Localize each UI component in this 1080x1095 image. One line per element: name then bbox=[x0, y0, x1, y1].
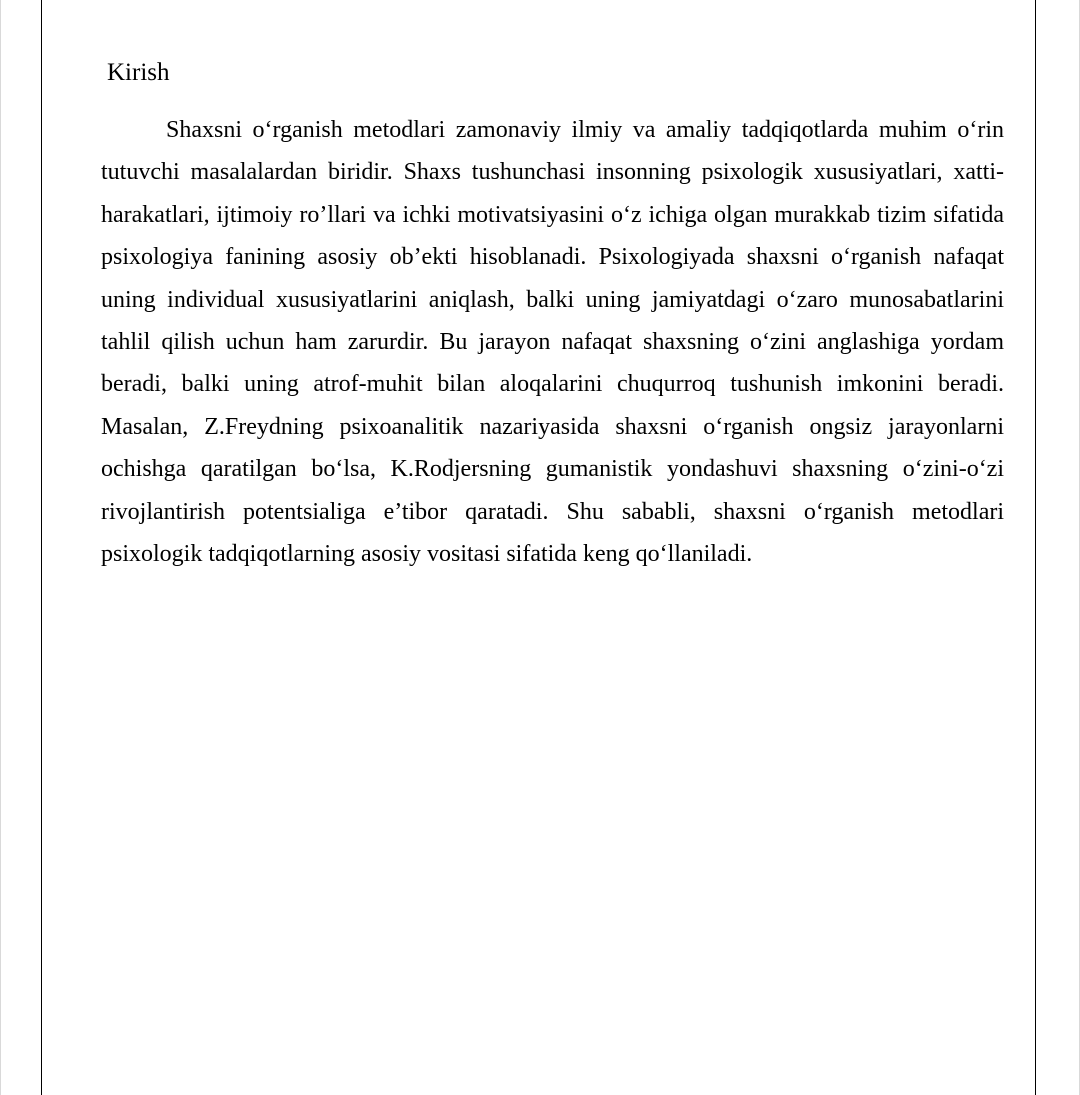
section-heading: Kirish bbox=[107, 59, 170, 86]
window-edge-left bbox=[0, 0, 1, 1095]
body-paragraph: Shaxsni o‘rganish metodlari zamonaviy ilmiy va amaliy tadqiqotlarda muhim o‘rin tutuvchi masalalardan biridir. Shaxs tushunchasi insonning psixologik xususiyatlari, xatti-harakatlari, ijtimoiy ro’llari va ichki motivatsiyasini o‘z ichiga olgan murakkab tizim sifatida psixologiya fanining asosiy ob’ekti hisoblanadi. Psixologiyada shaxsni o‘rganish nafaqat uning individual xususiyatlarini aniqlash, balki uning jamiyatdagi o‘zaro munosabatlarini tahlil qilish uchun ham zarurdir. Bu jarayon nafaqat shaxsning o‘zini anglashiga yordam beradi, balki uning atrof-muhit bilan aloqalarini chuqurroq tushunish imkonini beradi. Masalan, Z.Freydning psixoanalitik nazariyasida shaxsni o‘rganish ongsiz jarayonlarni ochishga qaratilgan bo‘lsa, K.Rodjersning gumanistik yondashuvi shaxsning o‘zini-o‘zi rivojlantirish potentsialiga e’tibor qaratadi. Shu sababli, shaxsni o‘rganish metodlari psixologik tadqiqotlarning asosiy vositasi sifatida keng qo‘llaniladi. bbox=[101, 117, 1004, 568]
